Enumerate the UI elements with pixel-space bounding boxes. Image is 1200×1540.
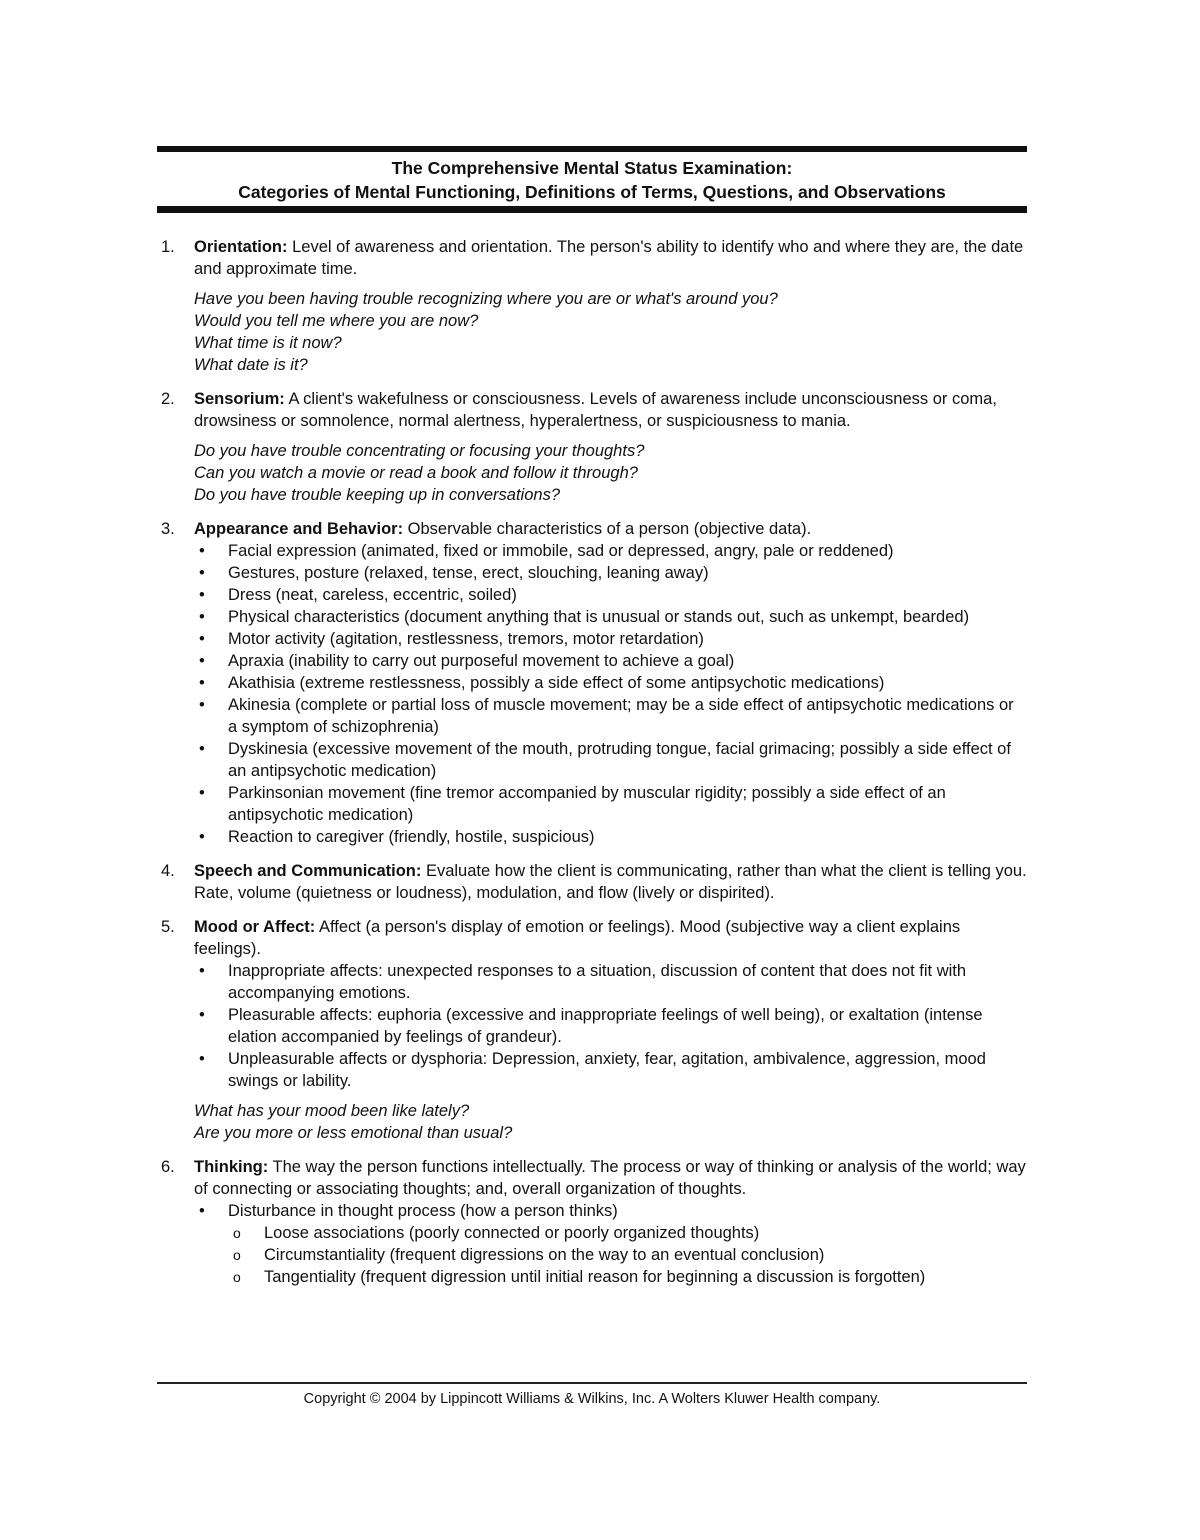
interview-questions bbox=[194, 440, 1027, 506]
section-appearance-behavior bbox=[157, 518, 1027, 848]
question: What time is it now? bbox=[194, 334, 342, 352]
section-mood-affect bbox=[157, 916, 1027, 1144]
section-speech-communication bbox=[157, 860, 1027, 904]
list-item: • Physical characteristics (document anything that is unusual or stands out, such as unkempt, bearded) bbox=[194, 606, 1027, 628]
list-item: • Dress (neat, careless, eccentric, soiled) bbox=[194, 584, 1027, 606]
section-text: Evaluate how the client is communicating, rather than what the client is telling you. Rate, volume (quietness or loudness), modulation, and flow (lively or dispirited). bbox=[194, 862, 1027, 902]
list-item: • Gestures, posture (relaxed, tense, erect, slouching, leaning away) bbox=[194, 562, 1027, 584]
list-item: • Apraxia (inability to carry out purposeful movement to achieve a goal) bbox=[194, 650, 1027, 672]
sub-list-item: o Loose associations (poorly connected or poorly organized thoughts) bbox=[228, 1222, 1027, 1244]
sub-list bbox=[228, 1222, 1027, 1288]
section-description bbox=[194, 388, 1027, 432]
section-heading: Orientation: bbox=[194, 238, 288, 256]
section-text: Level of awareness and orientation. The person's ability to identify who and where they are, the date and approximate time. bbox=[194, 238, 1024, 278]
interview-questions bbox=[194, 288, 1027, 376]
header-bottom-rule bbox=[157, 206, 1027, 213]
section-description bbox=[194, 916, 1027, 960]
list-item bbox=[194, 1200, 1027, 1288]
question: Do you have trouble concentrating or focusing your thoughts? bbox=[194, 442, 645, 460]
section-number: 1. bbox=[161, 238, 175, 256]
section-heading: Thinking: bbox=[194, 1158, 269, 1176]
list-item: • Akinesia (complete or partial loss of muscle movement; may be a side effect of antipsychotic medications or a symptom of schizophrenia) bbox=[194, 694, 1027, 738]
list-item: • Reaction to caregiver (friendly, hostile, suspicious) bbox=[194, 826, 1027, 848]
section-number: 6. bbox=[161, 1158, 175, 1176]
section-text: A client's wakefulness or consciousness. Levels of awareness include unconsciousness or coma, drowsiness or somnolence, normal alertness, hyperalertness, or suspiciousness to mania. bbox=[194, 390, 997, 430]
question: Have you been having trouble recognizing where you are or what's around you? bbox=[194, 290, 778, 308]
title-block bbox=[157, 156, 1027, 204]
section-heading: Appearance and Behavior: bbox=[194, 520, 404, 538]
document-title: The Comprehensive Mental Status Examination: bbox=[391, 158, 793, 178]
section-description bbox=[194, 860, 1027, 904]
section-description bbox=[194, 518, 1027, 540]
question: What date is it? bbox=[194, 356, 308, 374]
sub-list-item: o Tangentiality (frequent digression until initial reason for beginning a discussion is forgotten) bbox=[228, 1266, 1027, 1288]
list-item: • Unpleasurable affects or dysphoria: Depression, anxiety, fear, agitation, ambivalence, aggression, mood swings or lability. bbox=[194, 1048, 1027, 1092]
section-heading: Mood or Affect: bbox=[194, 918, 316, 936]
list-item: • Parkinsonian movement (fine tremor accompanied by muscular rigidity; possibly a side effect of an antipsychotic medication) bbox=[194, 782, 1027, 826]
observation-list bbox=[194, 960, 1027, 1092]
question: Do you have trouble keeping up in conversations? bbox=[194, 486, 560, 504]
section-number: 5. bbox=[161, 918, 175, 936]
section-text: Affect (a person's display of emotion or feelings). Mood (subjective way a client explains feelings). bbox=[194, 918, 961, 958]
interview-questions bbox=[194, 1100, 1027, 1144]
section-text: Observable characteristics of a person (objective data). bbox=[407, 520, 812, 538]
section-description bbox=[194, 1156, 1027, 1200]
question: Are you more or less emotional than usual? bbox=[194, 1124, 513, 1142]
observation-list bbox=[194, 1200, 1027, 1288]
question: Can you watch a movie or read a book and follow it through? bbox=[194, 464, 638, 482]
list-item: • Akathisia (extreme restlessness, possibly a side effect of some antipsychotic medications) bbox=[194, 672, 1027, 694]
list-item: • Inappropriate affects: unexpected responses to a situation, discussion of content that does not fit with accompanying emotions. bbox=[194, 960, 1027, 1004]
section-description bbox=[194, 236, 1027, 280]
section-thinking bbox=[157, 1156, 1027, 1288]
list-item: • Dyskinesia (excessive movement of the mouth, protruding tongue, facial grimacing; possibly a side effect of an antipsychotic medication) bbox=[194, 738, 1027, 782]
document-body bbox=[157, 236, 1027, 1300]
section-heading: Speech and Communication: bbox=[194, 862, 422, 880]
copyright-footer: Copyright © 2004 by Lippincott Williams & Wilkins, Inc. A Wolters Kluwer Health company. bbox=[303, 1391, 881, 1407]
section-number: 3. bbox=[161, 520, 175, 538]
question: What has your mood been like lately? bbox=[194, 1102, 470, 1120]
sub-list-item: o Circumstantiality (frequent digressions on the way to an eventual conclusion) bbox=[228, 1244, 1027, 1266]
list-item: • Motor activity (agitation, restlessness, tremors, motor retardation) bbox=[194, 628, 1027, 650]
section-sensorium bbox=[157, 388, 1027, 506]
section-orientation bbox=[157, 236, 1027, 376]
section-heading: Sensorium: bbox=[194, 390, 285, 408]
list-item: • Pleasurable affects: euphoria (excessive and inappropriate feelings of well being), or exaltation (intense elation accompanied by feelings of grandeur). bbox=[194, 1004, 1027, 1048]
footer-rule bbox=[157, 1382, 1027, 1384]
question: Would you tell me where you are now? bbox=[194, 312, 479, 330]
section-number: 4. bbox=[161, 862, 175, 880]
header-top-rule bbox=[157, 146, 1027, 152]
list-item: • Facial expression (animated, fixed or immobile, sad or depressed, angry, pale or reddened) bbox=[194, 540, 1027, 562]
observation-list bbox=[194, 540, 1027, 848]
list-item-text: Disturbance in thought process (how a person thinks) bbox=[228, 1202, 618, 1220]
document-subtitle: Categories of Mental Functioning, Definitions of Terms, Questions, and Observations bbox=[238, 182, 946, 202]
section-text: The way the person functions intellectually. The process or way of thinking or analysis of the world; way of connecting or associating thoughts; and, overall organization of thoughts. bbox=[194, 1158, 1026, 1198]
section-number: 2. bbox=[161, 390, 175, 408]
